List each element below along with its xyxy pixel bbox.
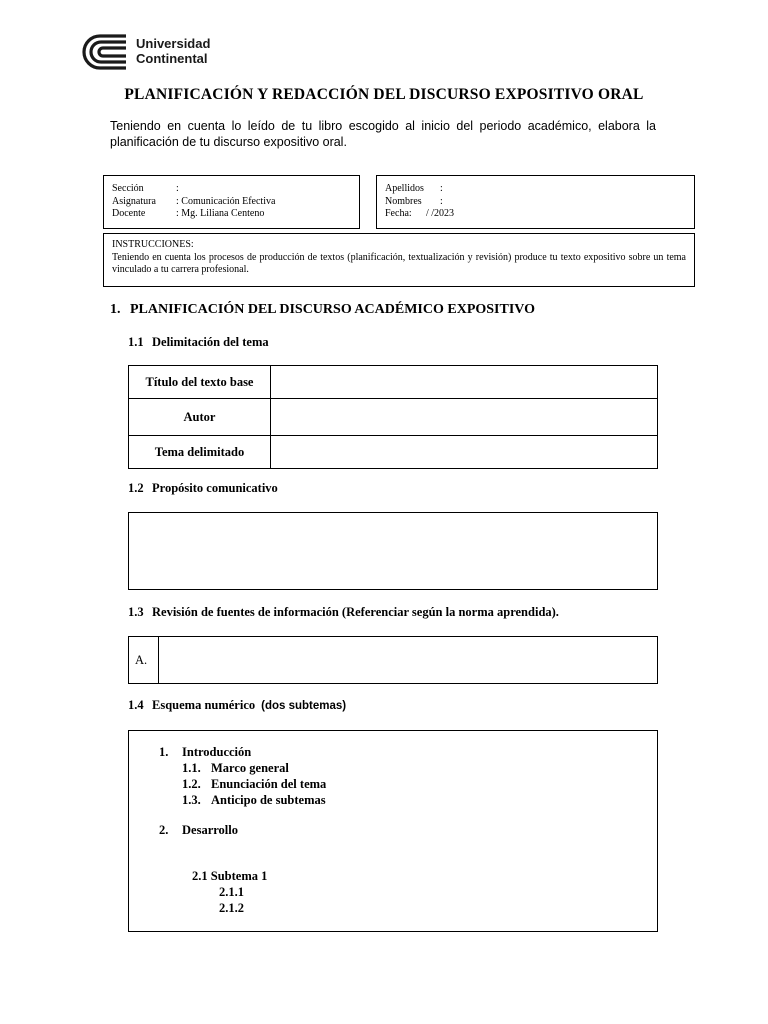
info-label: Apellidos — [385, 183, 424, 194]
apellidos-field[interactable]: : — [440, 183, 443, 194]
info-label: Asignatura — [112, 195, 156, 207]
subsection-title: Esquema numérico — [152, 698, 256, 712]
tema-input-cell[interactable] — [271, 436, 658, 469]
table-label-titulo: Título del texto base — [129, 366, 271, 399]
section-1-heading — [110, 302, 535, 318]
subsection-title: Revisión de fuentes de información (Referenciar según la norma aprendida). — [152, 605, 559, 619]
info-label: Fecha: — [385, 208, 412, 219]
esquema-text: Anticipo de subtemas — [211, 793, 326, 807]
esquema-number: 1. — [159, 745, 169, 759]
titulo-input-cell[interactable] — [271, 366, 658, 399]
subsection-1-4-heading — [128, 698, 346, 713]
autor-input-cell[interactable] — [271, 399, 658, 436]
instructions-heading: INSTRUCCIONES: — [112, 239, 194, 250]
section-title: PLANIFICACIÓN DEL DISCURSO ACADÉMICO EXPOSITIVO — [130, 302, 536, 317]
proposito-input-box[interactable] — [128, 512, 658, 590]
esquema-item-1 — [159, 745, 251, 760]
tema-table — [128, 365, 658, 469]
table-row — [129, 399, 658, 436]
intro-paragraph: Teniendo en cuenta lo leído de tu libro escogido al inicio del periodo académico, elabora la planificación de tu discurso expositivo oral. — [110, 119, 656, 149]
nombres-field[interactable]: : — [440, 195, 443, 207]
subsection-number: 1.3 — [128, 605, 144, 619]
info-value[interactable]: : — [176, 183, 179, 194]
fuentes-table — [128, 636, 658, 684]
subsection-number: 1.4 — [128, 698, 144, 712]
esquema-text: Introducción — [182, 745, 252, 759]
info-label: Docente — [112, 208, 146, 219]
esquema-text: Enunciación del tema — [211, 777, 327, 791]
subsection-1-3-heading — [128, 605, 559, 620]
subsection-note: (dos subtemas) — [261, 700, 347, 712]
table-label-autor: Autor — [129, 399, 271, 436]
subsection-title: Propósito comunicativo — [152, 481, 278, 495]
info-value: : Mg. Liliana Centeno — [176, 208, 265, 219]
info-row-nombres — [385, 196, 686, 209]
fuente-row-label: A. — [129, 637, 159, 683]
esquema-number: 2. — [159, 823, 169, 837]
info-row-seccion — [112, 183, 351, 196]
info-row-docente — [112, 208, 351, 221]
subsection-1-2-heading — [128, 481, 278, 496]
esquema-number: 1.1. — [182, 761, 201, 775]
esquema-subsub-2: 2.1.2 — [219, 901, 244, 915]
esquema-number: 1.2. — [182, 777, 201, 791]
esquema-text: Desarrollo — [182, 823, 239, 837]
university-logo-icon — [80, 32, 130, 72]
course-info-box — [103, 175, 360, 229]
info-label: Nombres — [385, 195, 422, 207]
esquema-sub-1-1 — [182, 761, 289, 776]
esquema-number: 1.3. — [182, 793, 201, 807]
university-logo — [80, 32, 240, 72]
esquema-sub-1-2 — [182, 777, 326, 792]
subsection-title: Delimitación del tema — [152, 335, 269, 349]
table-row — [129, 436, 658, 469]
student-info-box — [376, 175, 695, 229]
instructions-box — [103, 233, 695, 287]
table-row — [129, 366, 658, 399]
subsection-number: 1.2 — [128, 481, 144, 495]
logo-line-1: Universidad — [136, 36, 211, 51]
instructions-body: Teniendo en cuenta los procesos de producción de textos (planificación, textualización y revisión) produce tu texto expositivo sobre un tema vinculado a tu carrera profesional. — [112, 251, 686, 275]
section-number: 1. — [110, 302, 121, 317]
logo-line-2: Continental — [136, 51, 208, 66]
subsection-1-1-heading — [128, 335, 269, 350]
esquema-subsub-1: 2.1.1 — [219, 885, 244, 899]
esquema-box[interactable] — [128, 730, 658, 932]
fecha-field[interactable]: / /2023 — [426, 208, 455, 219]
fuente-input-cell[interactable] — [159, 637, 657, 683]
info-label: Sección — [112, 183, 144, 194]
info-value: : Comunicación Efectiva — [176, 195, 276, 207]
document-title: PLANIFICACIÓN Y REDACCIÓN DEL DISCURSO EXPOSITIVO ORAL — [124, 86, 644, 103]
esquema-item-2 — [159, 823, 238, 838]
info-row-apellidos — [385, 183, 686, 196]
esquema-sub-1-3 — [182, 793, 326, 808]
info-row-asignatura — [112, 196, 351, 209]
table-label-tema: Tema delimitado — [129, 436, 271, 469]
info-row-fecha — [385, 208, 686, 221]
esquema-subtema-1: 2.1 Subtema 1 — [192, 869, 268, 883]
esquema-text: Marco general — [211, 761, 289, 775]
subsection-number: 1.1 — [128, 335, 144, 349]
